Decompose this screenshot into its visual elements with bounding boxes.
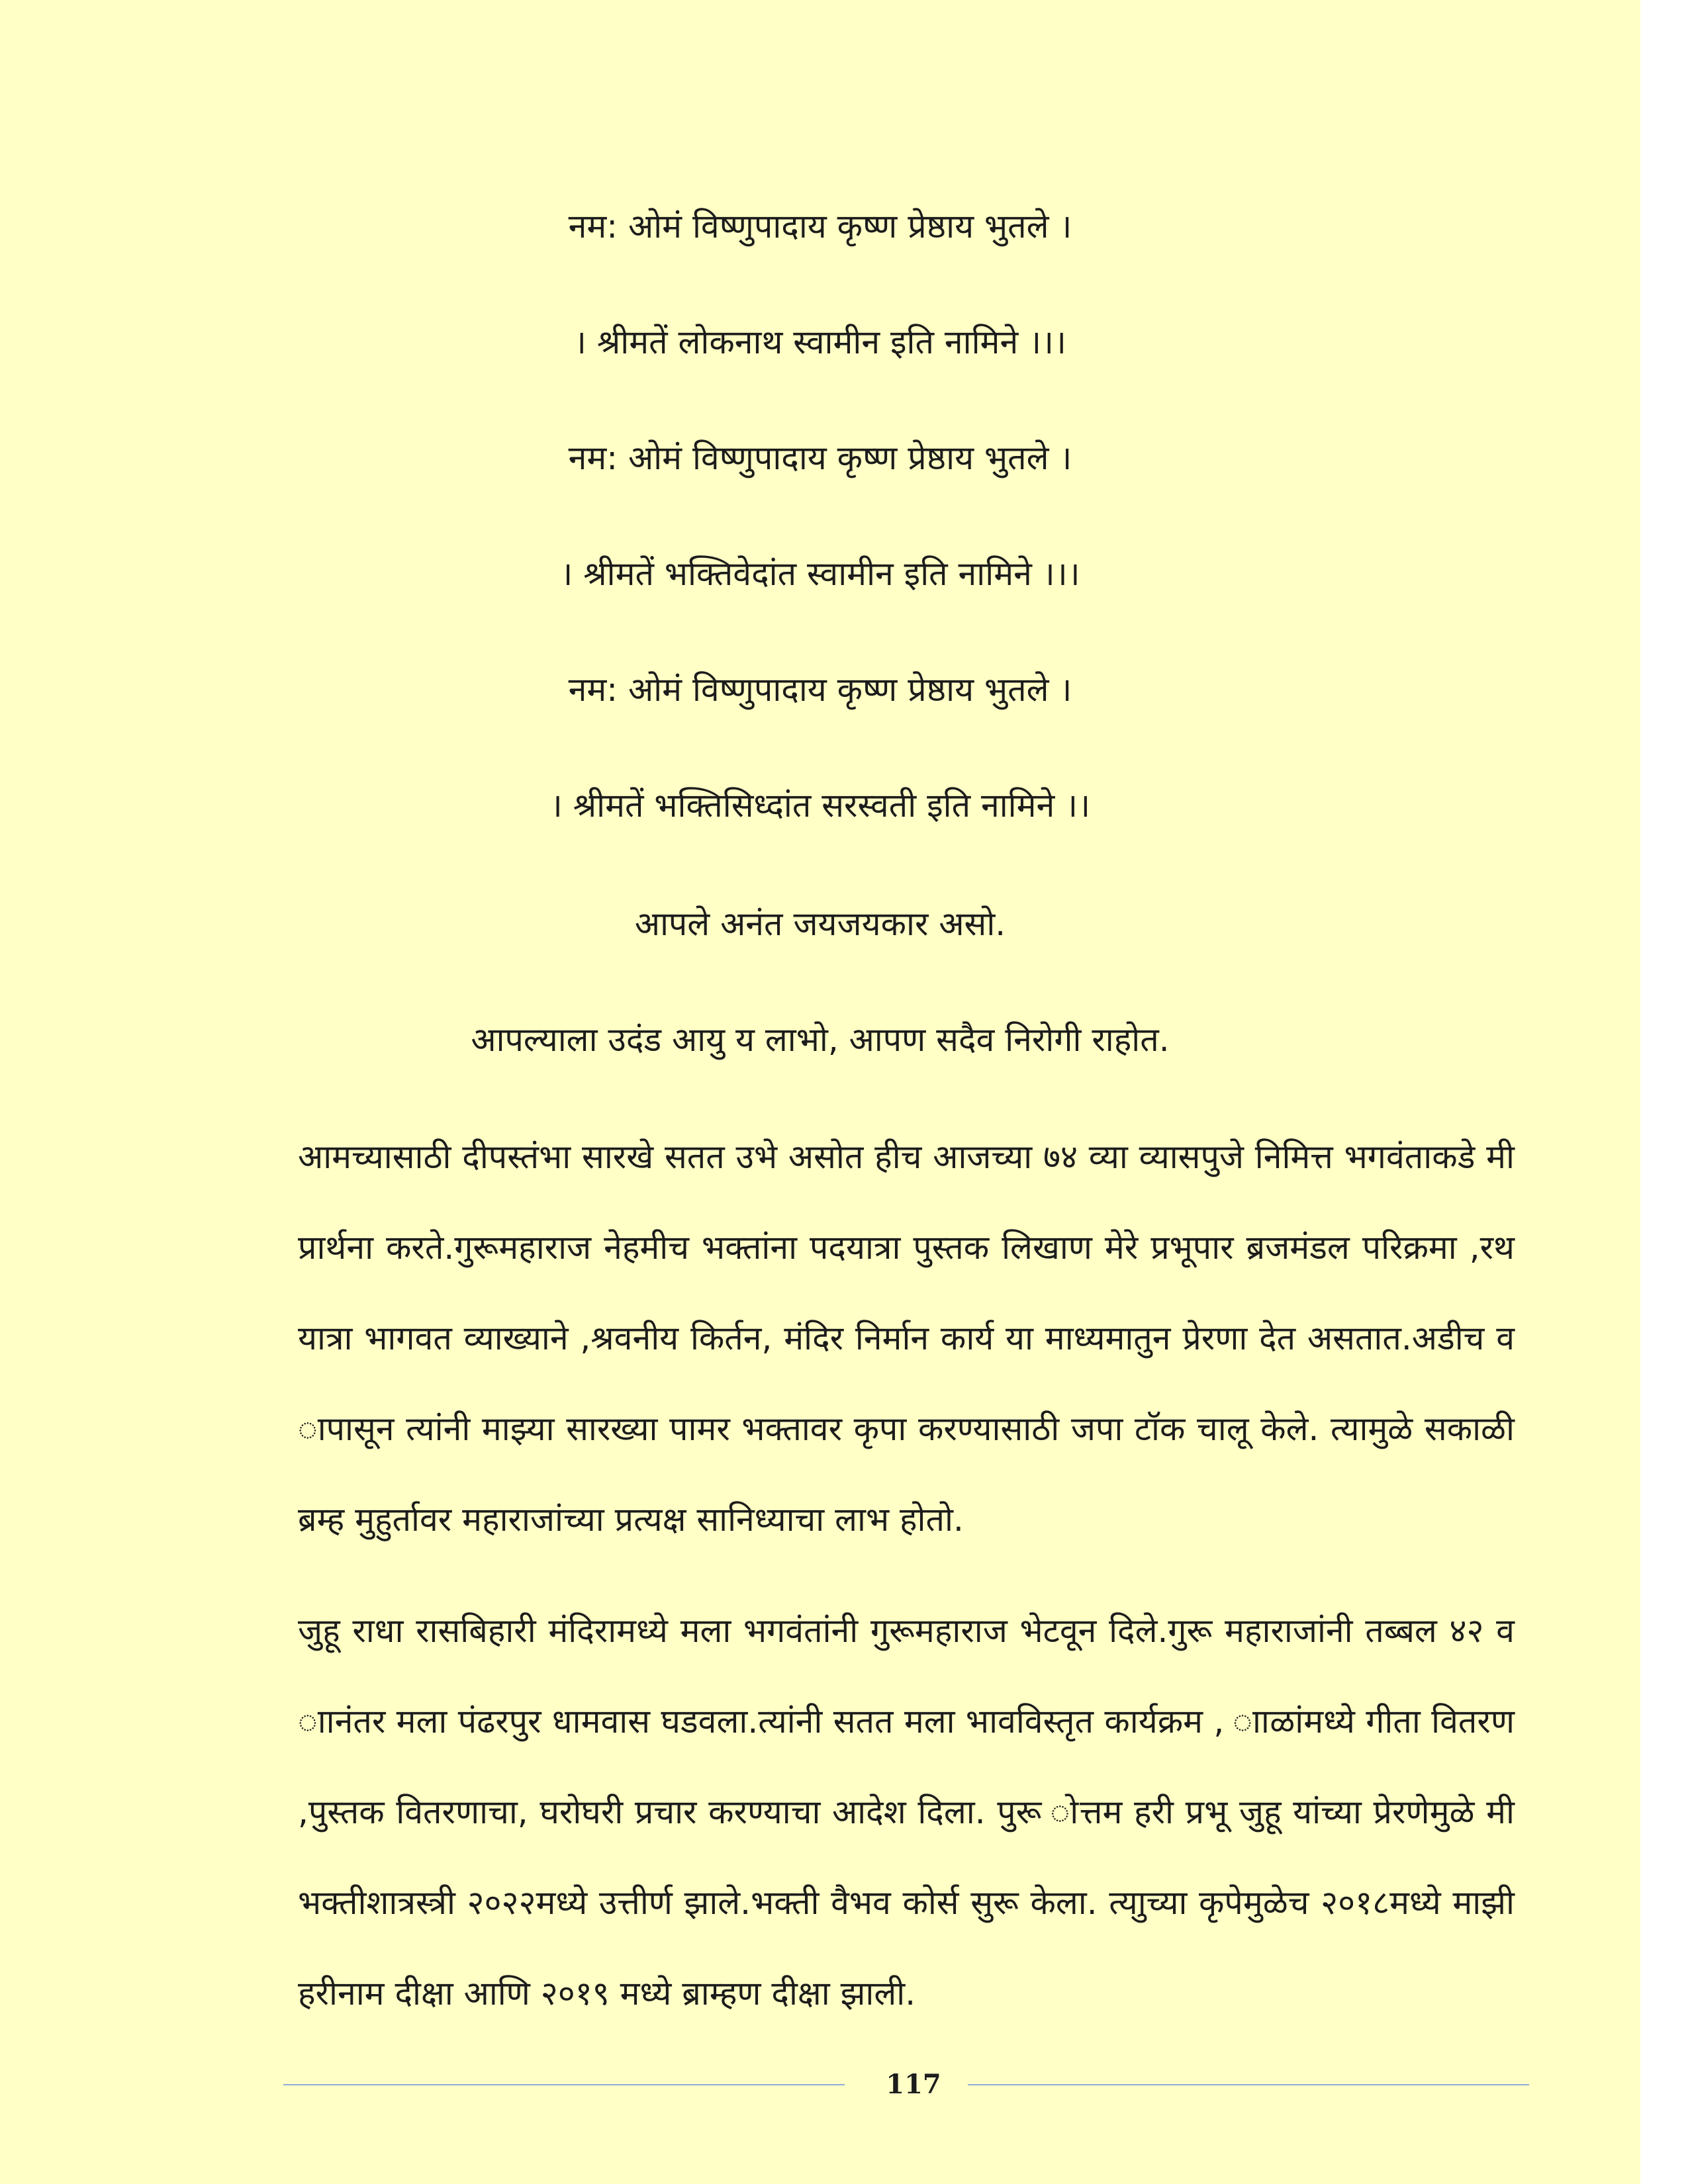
verse-line-3: नम: ओमं विष्णुपादाय कृष्ण प्रेष्ठाय भुतले ।	[568, 439, 1072, 477]
footer-rule-right	[968, 2084, 1529, 2085]
verse-line-1: नम: ओमं विष्णुपादाय कृष्ण प्रेष्ठाय भुतले ।	[568, 207, 1072, 246]
blessing-line-1: आपले अनंत जयजयकार असो.	[634, 905, 1006, 943]
page-number: 117	[886, 2069, 941, 2100]
paragraph-1: आमच्यासाठी दीपस्तंभा सारखे सतत उभे असोत हीच आजच्या ७४ व्या व्यासपुजे निमित्त भगवंताकडे मी प्रार्थना करते.गुरूमहाराज नेहमीच भक्तांना पदयात्रा पुस्तक लिखाण मेरे प्रभूपार ब्रजमंडल परिक्रमा ,रथ यात्रा भागवत व्याख्याने ,श्रवनीय किर्तन, मंदिर निर्मान कार्य या माध्यमातुन प्रेरणा देत असतात.अडीच व ापासून त्यांनी माझ्या सारख्या पामर भक्तावर कृपा करण्यासाठी जपा टॉक चालू केले. त्यामुळे सकाळी ब्रम्ह मुहुर्तावर महाराजांच्या प्रत्यक्ष सानिध्याचा लाभ होतो.	[298, 1138, 1515, 1539]
verse-line-6: । श्रीमतें भक्तिसिध्दांत सरस्वती इति नामिने ।।	[549, 786, 1091, 825]
footer-rule-left	[283, 2084, 845, 2085]
blessing-line-2: आपल्याला उदंड आयु य लाभो, आपण सदैव निरोगी राहोत.	[471, 1021, 1170, 1059]
verse-line-2: । श्रीमतें लोकनाथ स्वामीन इति नामिने ।।।	[574, 323, 1066, 361]
verse-line-4: । श्रीमतें भक्तिवेदांत स्वामीन इति नामिने ।।।	[560, 555, 1080, 593]
paragraph-2: जुहू राधा रासबिहारी मंदिरामध्ये मला भगवंतांनी गुरूमहाराज भेटवून दिले.गुरू महाराजांनी तब्बल ४२ व ाानंतर मला पंढरपुर धामवास घडवला.त्यांनी सतत मला भावविस्तृत कार्यक्रम , ााळांमध्ये गीता वितरण ,पुस्तक वितरणाचा, घरोघरी प्रचार करण्याचा आदेश दिला. पुरू ोत्तम हरी प्रभू जुहू यांच्या प्रेरणेमुळे मी भक्तीशात्रस्त्री २०२२मध्ये उत्तीर्ण झाले.भक्ती वैभव कोर्स सुरू केला. त्याुच्या कृपेमुळेच २०१८मध्ये माझी हरीनाम दीक्षा आणि २०१९ मध्ये ब्राम्हण दीक्षा झाली.	[298, 1612, 1515, 2013]
verse-line-5: नम: ओमं विष्णुपादाय कृष्ण प्रेष्ठाय भुतले ।	[568, 670, 1072, 709]
